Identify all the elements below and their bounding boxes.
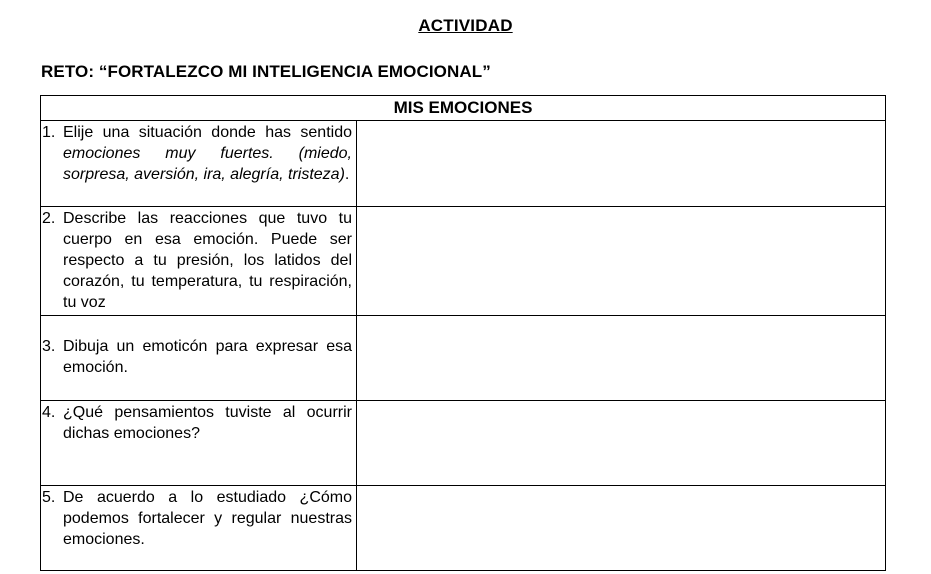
question-text: Elije una situación donde has sentido bbox=[63, 124, 352, 141]
question-number: 1. bbox=[42, 124, 56, 141]
question-1 bbox=[41, 121, 356, 187]
document-title: ACTIVIDAD bbox=[418, 16, 513, 35]
answer-cell-2[interactable] bbox=[357, 207, 886, 316]
answer-cell-3[interactable] bbox=[357, 316, 886, 401]
question-cell bbox=[41, 486, 357, 571]
question-text: De acuerdo a lo estudiado ¿Cómo podemos fortalecer y regular nuestras emociones. bbox=[63, 489, 352, 548]
question-text: Describe las reacciones que tuvo tu cuerpo en esa emoción. Puede ser respecto a tu presión, los latidos del corazón, tu temperatura, tu respiración, tu voz bbox=[63, 210, 352, 311]
question-number: 3. bbox=[42, 338, 56, 355]
table-header-row bbox=[41, 96, 886, 121]
emotions-table bbox=[40, 95, 886, 571]
answer-cell-5[interactable] bbox=[357, 486, 886, 571]
answer-cell-4[interactable] bbox=[357, 401, 886, 486]
table-row bbox=[41, 207, 886, 316]
question-5 bbox=[41, 486, 356, 552]
question-cell bbox=[41, 121, 357, 207]
table-row bbox=[41, 401, 886, 486]
question-number: 5. bbox=[42, 489, 56, 506]
question-text: Dibuja un emoticón para expresar esa emoción. bbox=[63, 338, 352, 376]
question-text-italic: emociones muy fuertes. (miedo, sorpresa, aversión, ira, alegría, tristeza) bbox=[63, 145, 352, 183]
question-number: 2. bbox=[42, 210, 56, 227]
table-row bbox=[41, 316, 886, 401]
table-header: MIS EMOCIONES bbox=[41, 96, 886, 121]
question-cell bbox=[41, 401, 357, 486]
answer-cell-1[interactable] bbox=[357, 121, 886, 207]
question-3 bbox=[41, 316, 356, 380]
table-row bbox=[41, 121, 886, 207]
question-cell bbox=[41, 207, 357, 316]
question-cell bbox=[41, 316, 357, 401]
table-row bbox=[41, 486, 886, 571]
question-text-end: . bbox=[344, 166, 350, 183]
question-4 bbox=[41, 401, 356, 446]
question-number: 4. bbox=[42, 404, 56, 421]
question-2 bbox=[41, 207, 356, 315]
question-text: ¿Qué pensamientos tuviste al ocurrir dichas emociones? bbox=[63, 404, 352, 442]
document-subtitle: RETO: “FORTALEZCO MI INTELIGENCIA EMOCIONAL” bbox=[41, 62, 491, 81]
